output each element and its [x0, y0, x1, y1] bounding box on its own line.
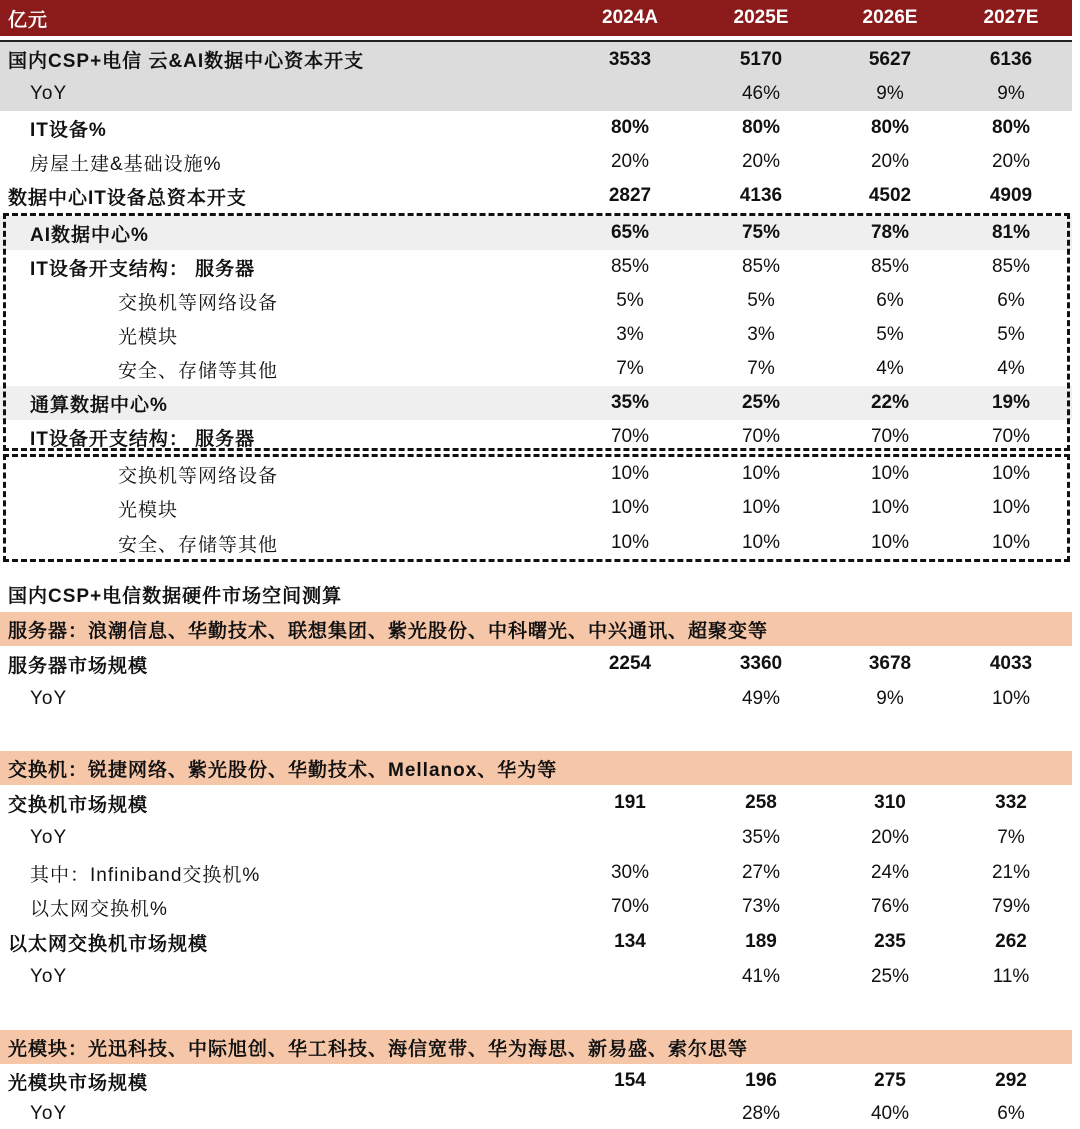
table-row	[0, 682, 1072, 716]
category-banner	[0, 1030, 1072, 1064]
cell: 65%	[610, 222, 650, 243]
row-label: YoY	[30, 1103, 68, 1124]
cell: 189	[745, 931, 777, 952]
cell: 2827	[608, 185, 652, 206]
row-label: 光模块	[118, 326, 179, 348]
cell: 70%	[610, 896, 650, 917]
cell: 10%	[991, 688, 1031, 709]
cell: 10%	[741, 532, 781, 553]
table-row	[0, 386, 1072, 420]
cell: 4033	[989, 653, 1033, 674]
cell: 5%	[616, 290, 644, 311]
cell: 11%	[992, 966, 1030, 987]
row-label: 以太网交换机市场规模	[8, 933, 209, 955]
row-label: YoY	[30, 688, 68, 709]
row-label: 其中：Infiniband交换机%	[30, 864, 261, 886]
cell: 4%	[997, 358, 1025, 379]
cell: 75%	[741, 222, 781, 243]
row-label: 安全、存储等其他	[118, 360, 279, 382]
year-2026e: 2026E	[862, 7, 918, 28]
table-row	[0, 145, 1072, 179]
cell: 70%	[610, 426, 650, 447]
table-row	[0, 352, 1072, 386]
cell: 3%	[616, 324, 644, 345]
cell: 4%	[876, 358, 904, 379]
cell: 73%	[741, 896, 781, 917]
cell: 46%	[741, 83, 781, 104]
table-row	[0, 526, 1072, 560]
cell: 332	[995, 792, 1027, 813]
table-row	[0, 890, 1072, 924]
row-label: 光模块市场规模	[8, 1072, 149, 1094]
header-row	[0, 0, 1072, 36]
cell: 20%	[741, 151, 781, 172]
banner-label: 服务器：浪潮信息、华勤技术、联想集团、紫光股份、中科曙光、中兴通讯、超聚变等	[8, 620, 769, 642]
cell: 3533	[608, 48, 652, 70]
cell: 70%	[741, 426, 781, 447]
table-row	[0, 420, 1072, 454]
cell: 22%	[870, 392, 910, 413]
cell: 49%	[741, 688, 781, 709]
cell: 3%	[747, 324, 775, 345]
cell: 79%	[991, 896, 1031, 917]
row-label: IT设备%	[30, 119, 107, 141]
table-row	[0, 786, 1072, 820]
table-row	[0, 1064, 1072, 1098]
cell: 10%	[610, 532, 650, 553]
cell: 80%	[870, 117, 910, 138]
year-2024a: 2024A	[602, 7, 658, 28]
cell: 20%	[610, 151, 650, 172]
cell: 35%	[741, 827, 781, 848]
row-label: 交换机等网络设备	[118, 465, 279, 487]
cell: 6%	[997, 290, 1025, 311]
cell: 235	[874, 931, 906, 952]
cell: 5627	[868, 48, 912, 70]
cell: 7%	[997, 827, 1025, 848]
cell: 70%	[870, 426, 910, 447]
cell: 85%	[991, 256, 1031, 277]
row-label: YoY	[30, 966, 68, 987]
cell: 25%	[870, 966, 910, 987]
row-label: 服务器市场规模	[8, 655, 149, 677]
cell: 196	[745, 1070, 777, 1091]
cell: 20%	[991, 151, 1031, 172]
row-label: 交换机市场规模	[8, 794, 149, 816]
cell: 10%	[991, 463, 1031, 484]
table-row	[0, 821, 1072, 855]
cell: 292	[995, 1070, 1027, 1091]
cell: 5%	[876, 324, 904, 345]
cell: 10%	[741, 497, 781, 518]
cell: 7%	[747, 358, 775, 379]
table-row	[0, 856, 1072, 890]
cell: 25%	[741, 392, 781, 413]
cell: 310	[874, 792, 906, 813]
row-label: YoY	[30, 83, 68, 104]
row-label: 交换机等网络设备	[118, 292, 279, 314]
cell: 24%	[870, 862, 910, 883]
row-label: AI数据中心%	[30, 224, 149, 246]
cell: 10%	[991, 532, 1031, 553]
cell: 21%	[991, 862, 1031, 883]
cell: 85%	[610, 256, 650, 277]
row-label: IT设备开支结构： 服务器	[30, 428, 256, 450]
cell: 20%	[870, 151, 910, 172]
cell: 76%	[870, 896, 910, 917]
year-2025e: 2025E	[733, 7, 789, 28]
cell: 80%	[610, 117, 650, 138]
cell: 9%	[876, 83, 904, 104]
cell: 2254	[608, 653, 652, 674]
cell: 6%	[997, 1103, 1025, 1124]
cell: 9%	[876, 688, 904, 709]
row-label: 安全、存储等其他	[118, 534, 279, 556]
table-row	[0, 77, 1072, 111]
cell: 191	[614, 792, 646, 813]
table-row	[0, 647, 1072, 681]
cell: 4502	[868, 185, 912, 206]
table-row	[0, 960, 1072, 994]
row-label: 以太网交换机%	[30, 898, 168, 920]
cell: 6%	[876, 290, 904, 311]
table-row	[0, 111, 1072, 145]
cell: 40%	[870, 1103, 910, 1124]
cell: 275	[874, 1070, 906, 1091]
table-row	[0, 42, 1072, 77]
year-2027e: 2027E	[983, 7, 1039, 28]
cell: 10%	[610, 463, 650, 484]
cell: 80%	[741, 117, 781, 138]
cell: 80%	[991, 117, 1031, 138]
cell: 85%	[870, 256, 910, 277]
banner-label: 光模块：光迅科技、中际旭创、华工科技、海信宽带、华为海思、新易盛、索尔思等	[8, 1038, 749, 1060]
cell: 10%	[610, 497, 650, 518]
cell: 70%	[991, 426, 1031, 447]
table-row	[0, 1099, 1072, 1129]
unit-label: 亿元	[8, 9, 49, 31]
cell: 4136	[739, 185, 783, 206]
table-row	[0, 250, 1072, 284]
table-row	[0, 284, 1072, 318]
row-label: 通算数据中心%	[30, 394, 168, 416]
cell: 5%	[747, 290, 775, 311]
cell: 7%	[616, 358, 644, 379]
cell: 30%	[610, 862, 650, 883]
cell: 10%	[870, 463, 910, 484]
cell: 35%	[610, 392, 650, 413]
table-row	[0, 318, 1072, 352]
cell: 3360	[739, 653, 783, 674]
cell: 6136	[989, 48, 1033, 70]
cell: 5170	[739, 48, 783, 70]
cell: 258	[745, 792, 777, 813]
cell: 4909	[989, 185, 1033, 206]
table-row	[0, 457, 1072, 491]
row-label: 房屋土建&基础设施%	[30, 153, 222, 175]
cell: 78%	[870, 222, 910, 243]
table-row	[0, 179, 1072, 213]
banner-label: 交换机：锐捷网络、紫光股份、华勤技术、Mellanox、华为等	[8, 759, 558, 781]
cell: 10%	[741, 463, 781, 484]
cell: 20%	[870, 827, 910, 848]
row-label: IT设备开支结构： 服务器	[30, 258, 256, 280]
category-banner	[0, 612, 1072, 646]
cell: 27%	[741, 862, 781, 883]
cell: 3678	[868, 653, 912, 674]
cell: 85%	[741, 256, 781, 277]
category-banner	[0, 751, 1072, 785]
cell: 10%	[870, 532, 910, 553]
row-label: 国内CSP+电信 云&AI数据中心资本开支	[8, 51, 365, 72]
section-title-label: 国内CSP+电信数据硬件市场空间测算	[8, 585, 343, 607]
cell: 28%	[741, 1103, 781, 1124]
cell: 134	[614, 931, 646, 952]
cell: 154	[614, 1070, 646, 1091]
table-row	[0, 216, 1072, 250]
cell: 9%	[997, 83, 1025, 104]
cell: 262	[995, 931, 1027, 952]
section-title	[0, 578, 1072, 610]
cell: 5%	[997, 324, 1025, 345]
cell: 10%	[870, 497, 910, 518]
table-row	[0, 925, 1072, 959]
row-label: 数据中心IT设备总资本开支	[8, 187, 247, 209]
cell: 10%	[991, 497, 1031, 518]
cell: 81%	[991, 222, 1031, 243]
row-label: YoY	[30, 827, 68, 848]
cell: 41%	[741, 966, 781, 987]
table-row	[0, 491, 1072, 525]
row-label: 光模块	[118, 499, 179, 521]
cell: 19%	[991, 392, 1031, 413]
